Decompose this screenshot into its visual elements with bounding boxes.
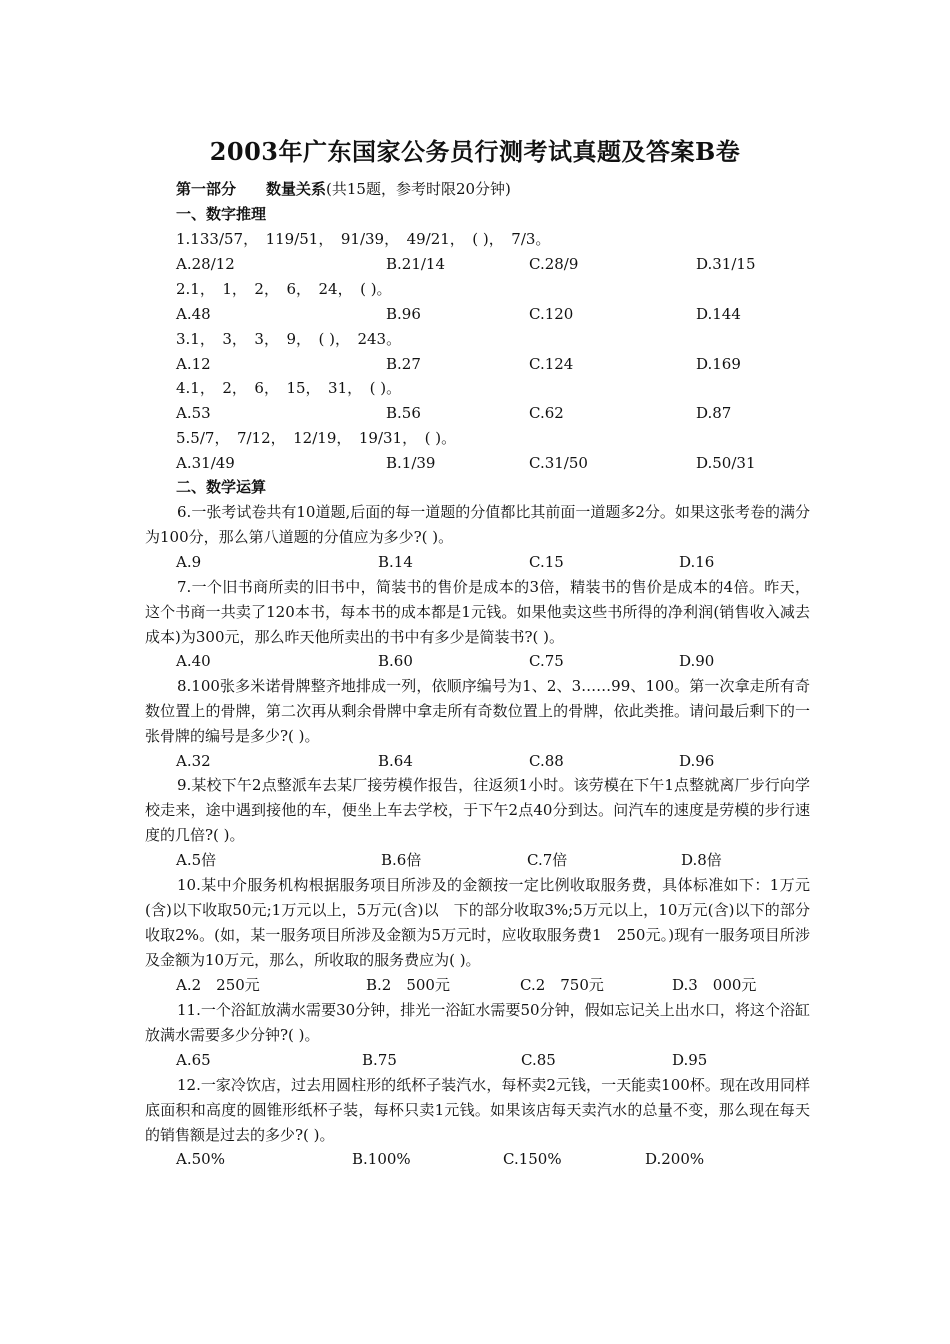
question-11-text: 11.一个浴缸放满水需要30分钟，排光一浴缸水需要50分钟，假如忘记关上出水口，将这个浴缸放满水需要多少分钟?( )。 [145,1001,810,1044]
question-8-option-d: D.96 [679,752,715,770]
question-5-text: 5.5/7， 7/12， 12/19， 19/31， ( )。 [176,429,457,447]
question-5-option-b: B.1/39 [386,454,436,472]
question-7-option-b: B.60 [378,652,413,670]
question-7-option-c: C.75 [529,652,564,670]
question-10-text: 10.某中介服务机构根据服务项目所涉及的金额按一定比例收取服务费，具体标准如下：1万元(含)以下收取50元;1万元以上，5万元(含)以 下的部分收取3%;5万元以上，10万元(含)以下的部分收取2%。(如，某一服务项目所涉及金额为5万元时，应收取服务费1 250元。)现有一服务项目所涉及金额为10万元，那么，所收取的服务费应为( )。 [145,876,810,969]
part-note: (共15题，参考时限20分钟) [326,180,511,198]
question-4-option-d: D.87 [696,404,732,422]
question-10-option-c: C.2 750元 [520,976,604,994]
section-heading-1: 一、数字推理 [176,205,267,223]
question-11-option-d: D.95 [672,1051,708,1069]
question-1-text: 1.133/57， 119/51， 91/39， 49/21， ( )， 7/3。 [176,230,551,248]
question-6-text: 6.一张考试卷共有10道题,后面的每一道题的分值都比其前面一道题多2分。如果这张考卷的满分为100分，那么第八道题的分值应为多少?( )。 [145,503,810,546]
question-3-text: 3.1， 3， 3， 9， ( )， 243。 [176,330,402,348]
question-12-option-b: B.100% [352,1150,411,1168]
question-8-text: 8.100张多米诺骨牌整齐地排成一列，依顺序编号为1、2、3……99、100。第一次拿走所有奇数位置上的骨牌，第二次再从剩余骨牌中拿走所有奇数位置上的骨牌，依此类推。请问最后剩下的一张骨牌的编号是多少?( )。 [145,677,810,745]
question-12-option-c: C.150% [503,1150,562,1168]
question-9-option-b: B.6倍 [381,851,422,869]
question-2-option-a: A.48 [176,305,211,323]
question-7-option-a: A.40 [176,652,211,670]
question-3-option-b: B.27 [386,355,421,373]
question-4-option-a: A.53 [176,404,211,422]
question-12-option-d: D.200% [645,1150,705,1168]
question-3-option-c: C.124 [529,355,574,373]
question-6-option-c: C.15 [529,553,564,571]
question-11-option-a: A.65 [176,1051,211,1069]
question-2-text: 2.1， 1， 2， 6， 24， ( )。 [176,280,392,298]
question-4-option-c: C.62 [529,404,564,422]
question-10-option-b: B.2 500元 [366,976,450,994]
question-6-option-a: A.9 [176,553,202,571]
question-1-option-a: A.28/12 [176,255,235,273]
question-9-option-a: A.5倍 [176,851,217,869]
question-9-text: 9.某校下午2点整派车去某厂接劳模作报告，往返须1小时。该劳模在下午1点整就离厂步行向学校走来，途中遇到接他的车，便坐上车去学校，于下午2点40分到达。问汽车的速度是劳模的步行速度的几倍?( )。 [145,776,810,844]
question-5-option-d: D.50/31 [696,454,756,472]
question-9-option-d: D.8倍 [681,851,722,869]
question-1-option-d: D.31/15 [696,255,756,273]
question-8-option-c: C.88 [529,752,564,770]
part-name: 数量关系 [266,180,327,198]
question-2-option-d: D.144 [696,305,741,323]
question-7-option-d: D.90 [679,652,715,670]
question-5-option-c: C.31/50 [529,454,588,472]
question-10-option-a: A.2 250元 [176,976,260,994]
question-1-option-c: C.28/9 [529,255,579,273]
question-9-option-c: C.7倍 [527,851,568,869]
question-6-option-b: B.14 [378,553,413,571]
question-6-option-d: D.16 [679,553,715,571]
document-title: 2003年广东国家公务员行测考试真题及答案B卷 [209,137,741,166]
question-8-option-a: A.32 [176,752,211,770]
part-label: 第一部分 [176,180,237,198]
question-2-option-b: B.96 [386,305,421,323]
question-11-option-b: B.75 [362,1051,397,1069]
part-heading [176,179,511,199]
question-10-option-d: D.3 000元 [672,976,757,994]
question-12-text: 12.一家冷饮店，过去用圆柱形的纸杯子装汽水，每杯卖2元钱，一天能卖100杯。现在改用同样底面积和高度的圆锥形纸杯子装，每杯只卖1元钱。如果该店每天卖汽水的总量不变，那么现在每天的销售额是过去的多少?( )。 [145,1076,810,1144]
question-11-option-c: C.85 [521,1051,556,1069]
section-heading-2: 二、数学运算 [176,478,267,496]
question-5-option-a: A.31/49 [176,454,235,472]
question-1-option-b: B.21/14 [386,255,446,273]
question-3-option-d: D.169 [696,355,741,373]
question-3-option-a: A.12 [176,355,211,373]
question-2-option-c: C.120 [529,305,574,323]
question-8-option-b: B.64 [378,752,413,770]
question-7-text: 7.一个旧书商所卖的旧书中，简装书的售价是成本的3倍，精装书的售价是成本的4倍。昨天，这个书商一共卖了120本书，每本书的成本都是1元钱。如果他卖这些书所得的净利润(销售收入减去成本)为300元，那么昨天他所卖出的书中有多少是简装书?( )。 [145,578,810,646]
question-4-text: 4.1， 2， 6， 15， 31， ( )。 [176,379,402,397]
question-4-option-b: B.56 [386,404,421,422]
question-12-option-a: A.50% [176,1150,225,1168]
